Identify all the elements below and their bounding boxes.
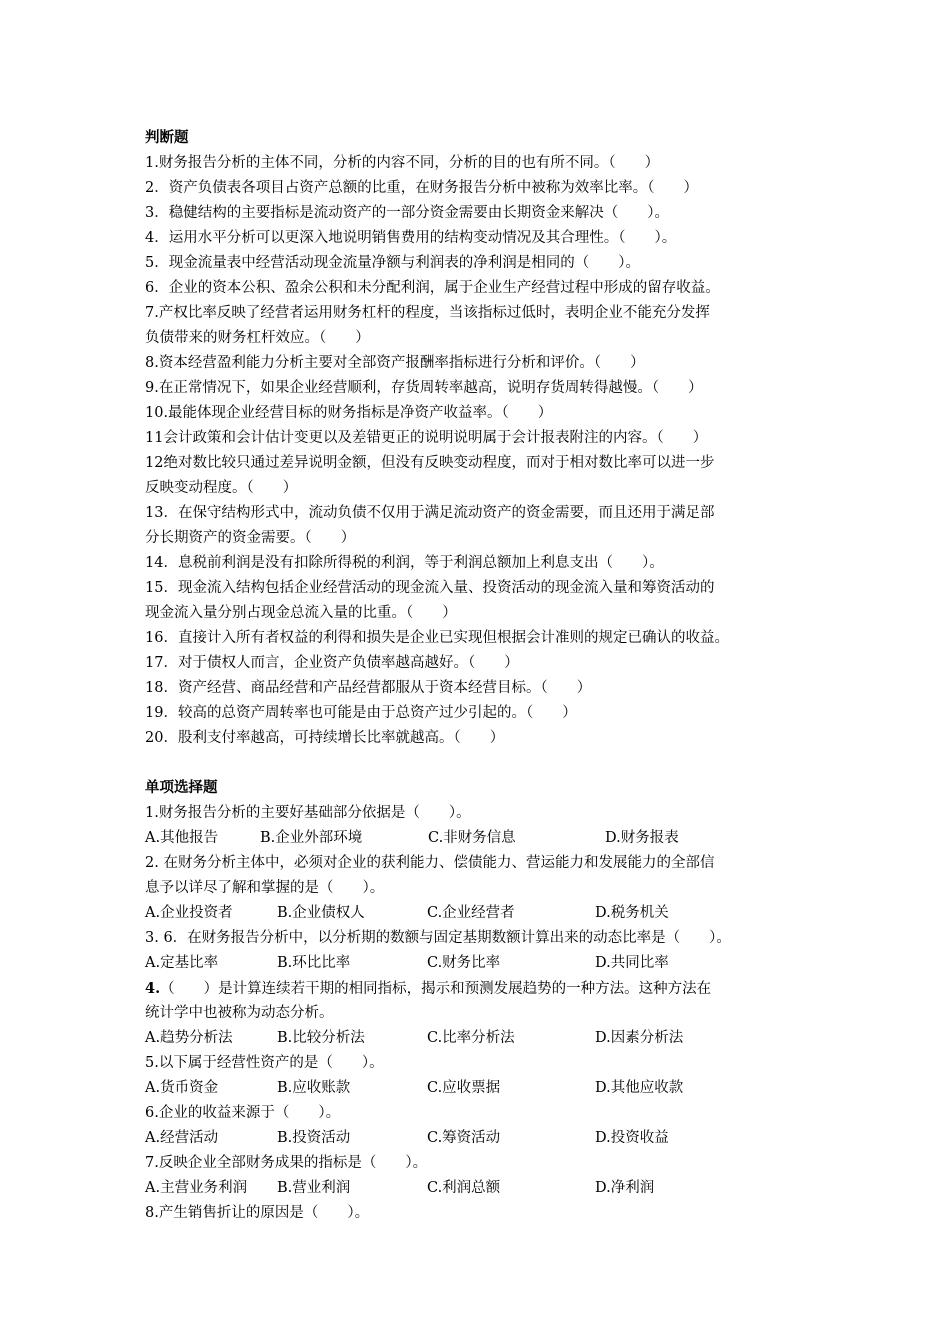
option-a: A.货币资金 (145, 1080, 219, 1096)
option-b: B.营业利润 (277, 1180, 351, 1196)
question-5-options (145, 1076, 815, 1101)
tf-question-line: 17．对于债权人而言，企业资产负债率越高越好。（ ） (145, 655, 519, 671)
tf-question-line: 12绝对数比较只通过差异说明金额，但没有反映变动程度，而对于相对数比率可以进一步 (145, 455, 715, 471)
tf-question-line: 11会计政策和会计估计变更以及差错更正的说明说明属于会计报表附注的内容。（ ） (145, 430, 708, 446)
question-7-options (145, 1176, 815, 1201)
option-d: D.其他应收款 (595, 1080, 684, 1096)
question-8: 8.产生销售折让的原因是（ ）。 (145, 1205, 370, 1221)
tf-question-line: 反映变动程度。（ ） (145, 480, 298, 496)
tf-question-line: 18．资产经营、商品经营和产品经营都服从于资本经营目标。（ ） (145, 680, 592, 696)
option-d: D.财务报表 (605, 830, 679, 846)
option-c: C.利润总额 (427, 1180, 501, 1196)
tf-question-line: 4．运用水平分析可以更深入地说明销售费用的结构变动情况及其合理性。（ ）。 (145, 230, 677, 246)
question-2-line-1: 2. 在财务分析主体中，必须对企业的获利能力、偿债能力、营运能力和发展能力的全部信 (145, 855, 715, 871)
option-b: B.应收账款 (277, 1080, 351, 1096)
question-4-number: 4. (145, 980, 161, 997)
question-4-text: （ ）是计算连续若干期的相同指标，揭示和预测发展趋势的一种方法。这种方法在 (160, 981, 712, 997)
option-c: C.企业经营者 (427, 905, 515, 921)
option-c: C.财务比率 (427, 955, 501, 971)
tf-question-line: 10.最能体现企业经营目标的财务指标是净资产收益率。（ ） (145, 405, 553, 421)
option-d: D.税务机关 (595, 905, 669, 921)
option-a: A.趋势分析法 (145, 1030, 233, 1046)
option-b: B.投资活动 (277, 1130, 351, 1146)
question-2-line-2: 息予以详尽了解和掌握的是（ ）。 (145, 880, 385, 896)
question-4-line-1 (145, 976, 815, 1001)
question-5: 5.以下属于经营性资产的是（ ）。 (145, 1055, 384, 1071)
tf-question-line: 负债带来的财务杠杆效应。（ ） (145, 330, 370, 346)
option-c: C.非财务信息 (428, 830, 516, 846)
tf-question-line: 9.在正常情况下，如果企业经营顺利，存货周转率越高，说明存货周转得越慢。（ ） (145, 380, 703, 396)
option-a: A.其他报告 (145, 830, 219, 846)
option-b: B.企业外部环境 (260, 830, 363, 846)
tf-question-line: 3．稳健结构的主要指标是流动资产的一部分资金需要由长期资金来解决（ ）。 (145, 205, 669, 221)
option-d: D.净利润 (595, 1180, 655, 1196)
option-b: B.企业债权人 (277, 905, 365, 921)
option-c: C.筹资活动 (427, 1130, 501, 1146)
option-d: D.投资收益 (595, 1130, 669, 1146)
question-7: 7.反映企业全部财务成果的指标是（ ）。 (145, 1155, 428, 1171)
single-choice-heading: 单项选择题 (145, 780, 218, 796)
question-6: 6.企业的收益来源于（ ）。 (145, 1105, 341, 1121)
question-4-options (145, 1026, 815, 1051)
tf-question-line: 16．直接计入所有者权益的利得和损失是企业已实现但根据会计准则的规定已确认的收益。 (145, 630, 729, 646)
question-3-options (145, 951, 815, 976)
tf-question-line: 5．现金流量表中经营活动现金流量净额与利润表的净利润是相同的（ ）。 (145, 255, 640, 271)
question-6-options (145, 1126, 815, 1151)
option-b: B.环比比率 (277, 955, 351, 971)
option-d: D.共同比率 (595, 955, 669, 971)
question-4-line-2: 统计学中也被称为动态分析。 (145, 1005, 334, 1021)
document-page (145, 126, 815, 1226)
option-c: C.应收票据 (427, 1080, 501, 1096)
tf-question-line: 7.产权比率反映了经营者运用财务杠杆的程度，当该指标过低时，表明企业不能充分发挥 (145, 305, 710, 321)
option-c: C.比率分析法 (427, 1030, 515, 1046)
option-a: A.主营业务利润 (145, 1180, 248, 1196)
question-2-options (145, 901, 815, 926)
true-false-heading: 判断题 (145, 130, 189, 146)
tf-question-line: 现金流入量分别占现金总流入量的比重。（ ） (145, 605, 457, 621)
question-1: 1.财务报告分析的主要好基础部分依据是（ ）。 (145, 805, 471, 821)
tf-question-line: 1.财务报告分析的主体不同，分析的内容不同，分析的目的也有所不同。（ ） (145, 155, 660, 171)
tf-question-line: 分长期资产的资金需要。（ ） (145, 530, 356, 546)
tf-question-line: 13．在保守结构形式中，流动负债不仅用于满足流动资产的资金需要，而且还用于满足部 (145, 505, 715, 521)
tf-question-line: 19．较高的总资产周转率也可能是由于总资产过少引起的。（ ） (145, 705, 577, 721)
tf-question-line: 15．现金流入结构包括企业经营活动的现金流入量、投资活动的现金流入量和筹资活动的 (145, 580, 715, 596)
tf-question-line: 2．资产负债表各项目占资产总额的比重，在财务报告分析中被称为效率比率。（ ） (145, 180, 698, 196)
tf-question-line: 8.资本经营盈利能力分析主要对全部资产报酬率指标进行分析和评价。（ ） (145, 355, 645, 371)
section-gap (145, 751, 815, 776)
tf-question-line: 14．息税前利润是没有扣除所得税的利润，等于利润总额加上利息支出（ ）。 (145, 555, 664, 571)
option-a: A.经营活动 (145, 1130, 219, 1146)
option-d: D.因素分析法 (595, 1030, 684, 1046)
question-1-options (145, 826, 815, 851)
question-3: 3. 6．在财务报告分析中，以分析期的数额与固定基期数额计算出来的动态比率是（ ）。 (145, 930, 731, 946)
tf-question-line: 20．股利支付率越高，可持续增长比率就越高。（ ） (145, 730, 505, 746)
tf-question-line: 6．企业的资本公积、盈余公积和未分配利润，属于企业生产经营过程中形成的留存收益。 (145, 280, 720, 296)
true-false-questions (145, 151, 815, 751)
option-a: A.定基比率 (145, 955, 219, 971)
option-b: B.比较分析法 (277, 1030, 365, 1046)
option-a: A.企业投资者 (145, 905, 233, 921)
